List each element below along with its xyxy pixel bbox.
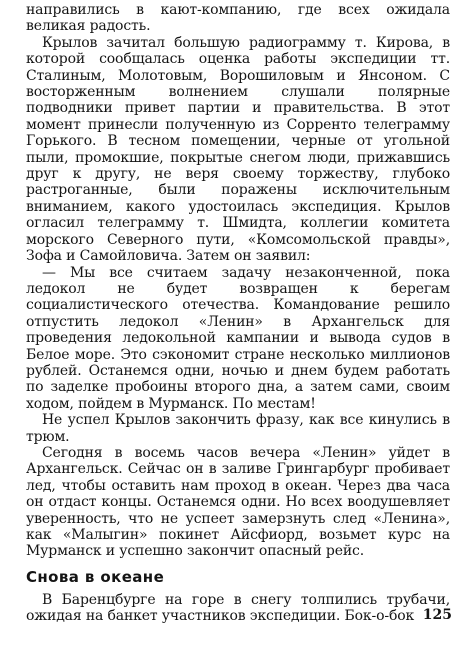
- paragraph: Сегодня в восемь часов вечера «Ленин» уйдет в Архангельск. Сейчас он в заливе Грингарбург пробивает лед, чтобы оставить нам проход в океан. Через два часа он отдаст концы. Останемся одни. Но всех воодушевляет уверенность, что не успеет замерзнуть след «Ленина», как «Малыгин» покинет Айсфиорд, возьмет курс на Мурманск и успешно закончит опасный рейс.: [26, 444, 450, 560]
- body-text-after: [26, 592, 450, 625]
- page-number: 125: [422, 607, 452, 623]
- body-text-before: [26, 2, 450, 560]
- paragraph: В Баренцбурге на горе в снегу толпились трубачи, ожидая на банкет участников экспедиции. Бок-о-бок: [26, 591, 450, 625]
- paragraph: Крылов зачитал большую радиограмму т. Кирова, в которой сообщалась оценка работы экспедиции тт. Сталиным, Молотовым, Ворошиловым и Янсоном. С восторженным волнением слушали полярные подводники привет партии и правительства. В этот момент принесли полученную из Сорренто телеграмму Горького. В тесном помещении, черные от угольной пыли, промокшие, покрытые снегом люди, прижавшись друг к другу, не веря своему торжеству, глубоко растроганные, были поражены исключительным вниманием, какого удостоилась экспедиция. Крылов огласил телеграмму т. Шмидта, коллегии комитета морского Северного пути, «Комсомольской правды», Зофа и Самойловича. Затем он заявил:: [26, 34, 450, 265]
- section-heading: Снова в океане: [26, 567, 165, 586]
- paragraph: — Мы все считаем задачу незаконченной, пока ледокол не будет возвращен к берегам социалистического отечества. Командование решило отпустить ледокол «Ленин» в Архангельск для проведения ледокольной кампании и вывода судов в Белое море. Это сэкономит стране несколько миллионов рублей. Останемся одни, ночью и днем будем работать по заделке пробоины второго дна, а затем сами, своим ходом, пойдем в Мурманск. По местам!: [26, 264, 450, 412]
- paragraph: направились в кают-компанию, где всех ожидала великая радость.: [26, 2, 450, 35]
- paragraph: Не успел Крылов закончить фразу, как все кинулись в трюм.: [26, 412, 450, 445]
- book-page: [26, 2, 450, 625]
